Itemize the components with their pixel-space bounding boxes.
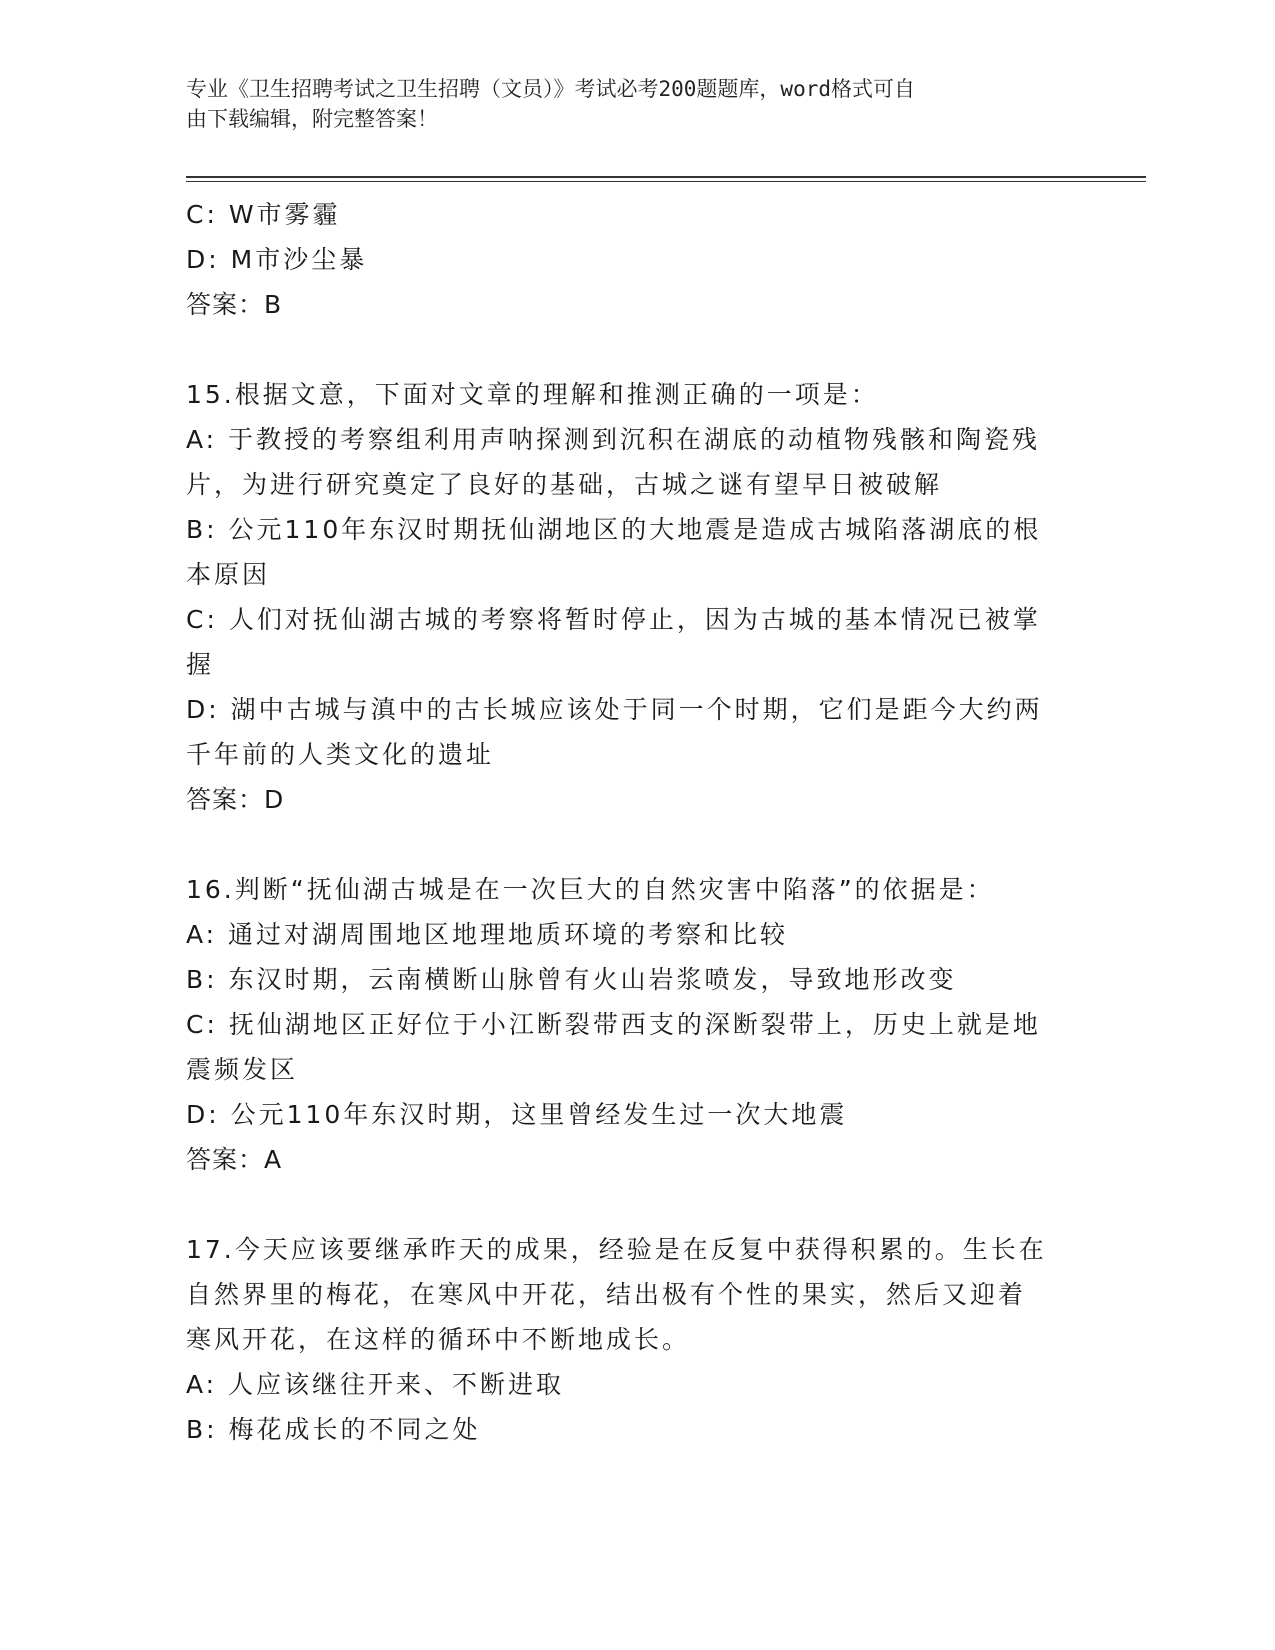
- option-c-line-2: 震频发区: [186, 1055, 299, 1084]
- spacer: [186, 822, 1066, 867]
- option-b: B: 梅花成长的不同之处: [186, 1415, 481, 1444]
- option-b: B: 东汉时期，云南横断山脉曾有火山岩浆喷发，导致地形改变: [186, 965, 957, 994]
- option-d: D: M市沙尘暴: [186, 245, 368, 274]
- option-a-line-1: A: 于教授的考察组利用声呐探测到沉积在湖底的动植物残骸和陶瓷残: [186, 425, 1041, 454]
- question-stem-line-1: 17.今天应该要继承昨天的成果，经验是在反复中获得积累的。生长在: [186, 1235, 1047, 1264]
- option-c-line-1: C: 抚仙湖地区正好位于小江断裂带西支的深断裂带上，历史上就是地: [186, 1010, 1041, 1039]
- document-header: [186, 74, 1066, 134]
- answer-line: 答案：D: [186, 785, 285, 814]
- option-b-line-1: B: 公元110年东汉时期抚仙湖地区的大地震是造成古城陷落湖底的根: [186, 515, 1042, 544]
- answer-line: 答案：B: [186, 290, 283, 319]
- question-stem: 16.判断“抚仙湖古城是在一次巨大的自然灾害中陷落”的依据是：: [186, 875, 995, 904]
- option-c-line-1: C: 人们对抚仙湖古城的考察将暂时停止，因为古城的基本情况已被掌: [186, 605, 1041, 634]
- spacer: [186, 327, 1066, 372]
- question-stem-line-2: 自然界里的梅花，在寒风中开花，结出极有个性的果实，然后又迎着: [186, 1280, 1027, 1309]
- option-d-line-2: 千年前的人类文化的遗址: [186, 740, 495, 769]
- header-line-1: 专业《卫生招聘考试之卫生招聘（文员）》考试必考200题题库，word格式可自: [186, 77, 915, 101]
- option-b-line-2: 本原因: [186, 560, 271, 589]
- option-a: A: 通过对湖周围地区地理地质环境的考察和比较: [186, 920, 789, 949]
- option-a-line-2: 片，为进行研究奠定了良好的基础，古城之谜有望早日被破解: [186, 470, 943, 499]
- question-stem-line-3: 寒风开花，在这样的循环中不断地成长。: [186, 1325, 691, 1354]
- header-line-2: 由下载编辑，附完整答案！: [186, 107, 438, 131]
- option-a: A: 人应该继往开来、不断进取: [186, 1370, 565, 1399]
- question-15: [186, 372, 1066, 822]
- question-17: [186, 1227, 1066, 1452]
- question-16: [186, 867, 1066, 1182]
- header-divider-thick: [186, 176, 1146, 178]
- option-c: C: W市雾霾: [186, 200, 341, 229]
- question-stem: 15.根据文意，下面对文章的理解和推测正确的一项是：: [186, 380, 879, 409]
- spacer: [186, 1182, 1066, 1227]
- header-divider-thin: [186, 181, 1146, 182]
- option-d: D: 公元110年东汉时期，这里曾经发生过一次大地震: [186, 1100, 848, 1129]
- option-c-line-2: 握: [186, 650, 215, 679]
- document-body: [186, 192, 1066, 1452]
- answer-line: 答案：A: [186, 1145, 283, 1174]
- question-14-tail: [186, 192, 1066, 327]
- option-d-line-1: D: 湖中古城与滇中的古长城应该处于同一个时期，它们是距今大约两: [186, 695, 1043, 724]
